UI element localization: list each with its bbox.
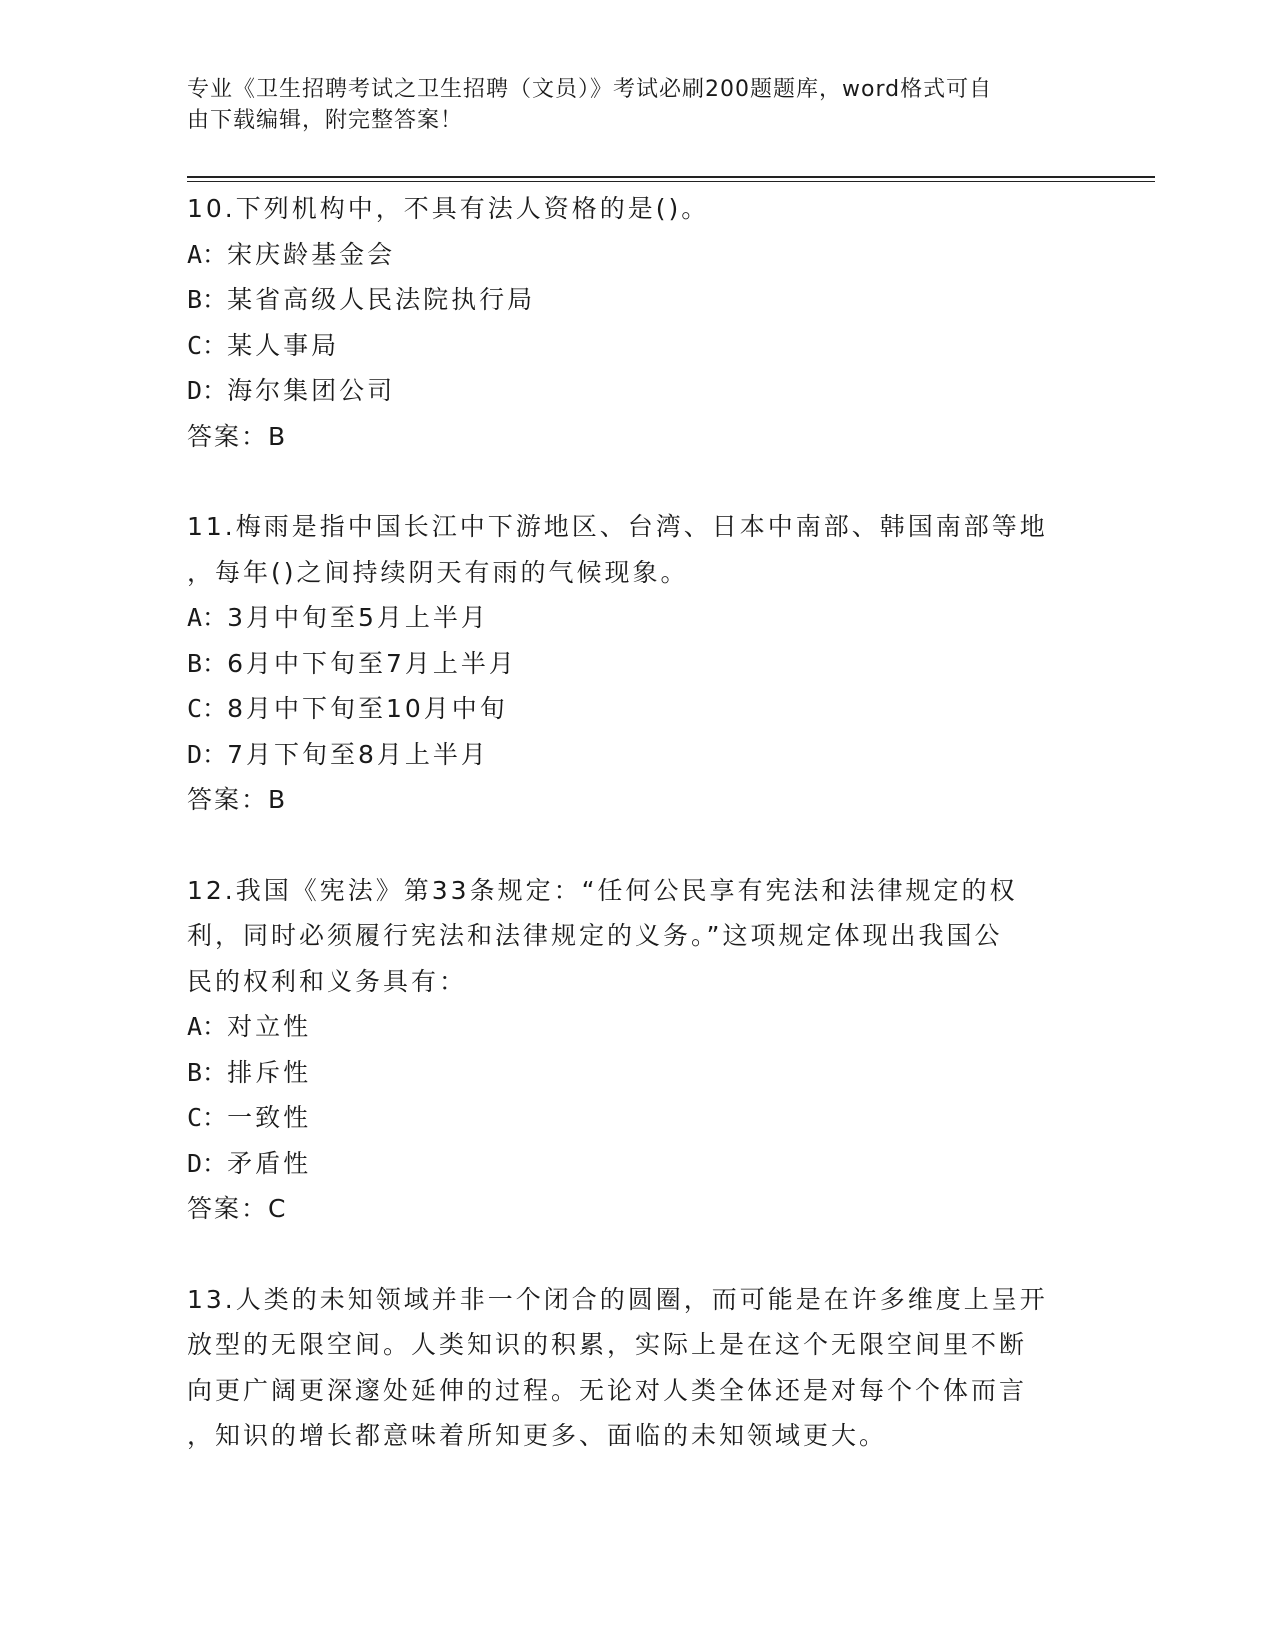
answer-option xyxy=(187,368,1087,414)
option-letter: D： xyxy=(187,739,228,769)
option-letter: B： xyxy=(187,648,228,678)
answer-line xyxy=(187,414,1087,460)
answer-label: 答案： xyxy=(187,1194,269,1223)
option-letter: D： xyxy=(187,376,228,405)
answer-option xyxy=(187,1141,1087,1187)
question-text-line: ，知识的增长都意味着所知更多、面临的未知领域更大。 xyxy=(187,1421,888,1450)
option-letter: A： xyxy=(187,239,228,269)
option-text: 3月中旬至5月上半月 xyxy=(227,603,489,632)
question-text-line: 13.人类的未知领域并非一个闭合的圆圈，而可能是在许多维度上呈开 xyxy=(187,1284,1048,1314)
option-text: 宋庆龄基金会 xyxy=(227,239,396,269)
answer-option xyxy=(187,232,1087,278)
question-text-line: 民的权利和义务具有： xyxy=(187,966,468,996)
answer-option xyxy=(187,277,1087,323)
question-spacer xyxy=(187,823,1087,868)
question-block xyxy=(187,504,1087,823)
option-text: 海尔集团公司 xyxy=(227,376,396,405)
question-spacer xyxy=(187,1232,1087,1277)
question-text-line: 10.下列机构中，不具有法人资格的是()。 xyxy=(187,194,710,223)
option-text: 某人事局 xyxy=(227,330,340,360)
question-text-line: ，每年()之间持续阴天有雨的气候现象。 xyxy=(187,557,689,587)
question-list xyxy=(187,186,1087,1459)
answer-option xyxy=(187,641,1087,687)
option-letter: D： xyxy=(187,1148,228,1178)
question-block xyxy=(187,868,1087,1232)
option-letter: A： xyxy=(187,603,228,632)
document-header xyxy=(187,74,1067,136)
option-letter: A： xyxy=(187,1012,228,1041)
header-divider-thin xyxy=(187,181,1155,182)
answer-value: B xyxy=(268,785,287,814)
answer-line xyxy=(187,777,1087,823)
option-text: 对立性 xyxy=(227,1012,312,1041)
answer-option xyxy=(187,1004,1087,1050)
answer-value: C xyxy=(268,1194,287,1223)
question-block xyxy=(187,186,1087,459)
question-text-line: 12.我国《宪法》第33条规定：“任何公民享有宪法和法律规定的权 xyxy=(187,875,1018,905)
question-text-line: 11.梅雨是指中国长江中下游地区、台湾、日本中南部、韩国南部等地 xyxy=(187,512,1048,541)
answer-option xyxy=(187,1095,1087,1141)
option-letter: B： xyxy=(187,285,228,314)
option-letter: C： xyxy=(187,694,228,723)
answer-option xyxy=(187,595,1087,641)
answer-label: 答案： xyxy=(187,421,269,451)
answer-option xyxy=(187,1050,1087,1096)
header-divider-thick xyxy=(187,176,1155,178)
answer-value: B xyxy=(268,421,287,451)
answer-option xyxy=(187,732,1087,778)
question-text-line: 利，同时必须履行宪法和法律规定的义务。”这项规定体现出我国公 xyxy=(187,921,1003,950)
header-line-1: 专业《卫生招聘考试之卫生招聘（文员）》考试必刷200题题库，word格式可自 xyxy=(187,77,993,102)
option-text: 7月下旬至8月上半月 xyxy=(227,739,489,769)
option-text: 矛盾性 xyxy=(227,1148,312,1178)
question-spacer xyxy=(187,459,1087,504)
header-line-2: 由下载编辑，附完整答案！ xyxy=(187,108,464,133)
option-text: 6月中下旬至7月上半月 xyxy=(227,648,517,678)
option-text: 排斥性 xyxy=(227,1057,312,1087)
option-text: 一致性 xyxy=(227,1103,312,1132)
question-text-line: 放型的无限空间。人类知识的积累，实际上是在这个无限空间里不断 xyxy=(187,1330,1028,1359)
answer-option xyxy=(187,686,1087,732)
answer-label: 答案： xyxy=(187,785,269,814)
option-letter: B： xyxy=(187,1057,228,1087)
option-text: 某省高级人民法院执行局 xyxy=(227,285,536,314)
question-text-line: 向更广阔更深邃处延伸的过程。无论对人类全体还是对每个个体而言 xyxy=(187,1375,1028,1405)
option-text: 8月中下旬至10月中旬 xyxy=(227,694,508,723)
answer-option xyxy=(187,323,1087,369)
option-letter: C： xyxy=(187,1103,228,1132)
answer-line xyxy=(187,1186,1087,1232)
option-letter: C： xyxy=(187,330,228,360)
question-block xyxy=(187,1277,1087,1459)
